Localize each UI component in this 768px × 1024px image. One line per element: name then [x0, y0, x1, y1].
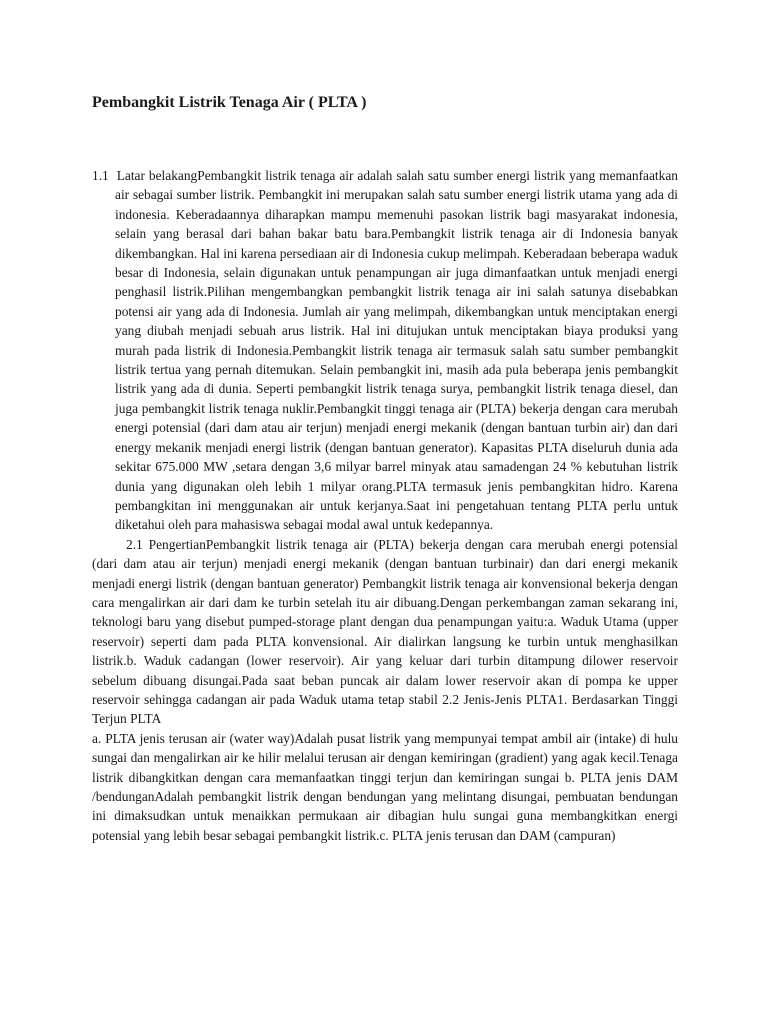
section-pengertian — [92, 535, 678, 729]
document-body — [92, 166, 678, 845]
section-number: 2.1 — [126, 536, 143, 552]
document-title: Pembangkit Listrik Tenaga Air ( PLTA ) — [92, 94, 367, 111]
section-number: 1.1 — [92, 168, 109, 183]
section-latar-belakang — [92, 166, 678, 535]
section-jenis-plta: a. PLTA jenis terusan air (water way)Adalah pusat listrik yang mempunyai tempat ambil air (intake) di hulu sungai dan mengalirkan air ke hilir melalui terusan air dengan kemiringan (gradient) yang agak kecil.Tenaga listrik dibangkitkan dengan cara memanfaatkan tinggi terjun dan kemiringan sungai b. PLTA jenis DAM /bendunganAdalah pembangkit listrik dengan bendungan yang melintang disungai, pembuatan bendungan ini dimaksudkan untuk menaikkan permukaan air dibagian hulu sungai guna membangkitkan energi potensial yang lebih besar sebagai pembangkit listrik.c. PLTA jenis terusan dan DAM (campuran) — [92, 730, 678, 843]
section-text: Latar belakangPembangkit listrik tenaga air adalah salah satu sumber energi listrik yang memanfaatkan air sebagai sumber listrik. Pembangkit ini merupakan salah satu sumber energi listrik utama yang ada di indonesia. Keberadaannya diharapkan mampu memenuhi pasokan listrik bagi masyarakat indonesia, selain yang berasal dari bahan bakar batu bara.Pembangkit listrik tenaga air di Indonesia banyak dikembangkan. Hal ini karena persediaan air di Indonesia cukup melimpah. Keberadaan beberapa waduk besar di Indonesia, selain digunakan untuk penampungan air juga dimanfaatkan untuk menjadi energi penghasil listrik.Pilihan mengembangkan pembangkit listrik tenaga air ini salah satunya disebabkan potensi air yang ada di Indonesia. Jumlah air yang melimpah, dikembangkan untuk menciptakan energi yang diubah menjadi sebuah arus listrik. Hal ini ditujukan untuk menciptakan biaya produksi yang murah pada listrik di Indonesia.Pembangkit listrik tenaga air termasuk salah satu sumber pembangkit listrik tertua yang pernah ditemukan. Selain pembangkit ini, masih ada pula beberapa jenis pembangkit listrik yang ada di dunia. Seperti pembangkit listrik tenaga surya, pembangkit listrik tenaga diesel, dan juga pembangkit listrik tenaga nuklir.Pembangkit tinggi tenaga air (PLTA) bekerja dengan cara merubah energi potensial (dari dam atau air terjun) menjadi energi mekanik (dengan bantuan turbin air) dan dari energy mekanik menjadi energi listrik (dengan bantuan generator). Kapasitas PLTA diseluruh dunia ada sekitar 675.000 MW ,setara dengan 3,6 milyar barrel minyak atau samadengan 24 % kebutuhan listrik dunia yang digunakan oleh lebih 1 milyar orang.PLTA termasuk jenis pembangkitan hidro. Karena pembangkitan ini menggunakan air untuk kerjanya.Saat ini pengetahuan tentang PLTA perlu untuk diketahui oleh para mahasiswa sebagai modal awal untuk kedepannya. — [115, 168, 678, 533]
section-text: PengertianPembangkit listrik tenaga air (PLTA) bekerja dengan cara merubah energi potensial (dari dam atau air terjun) menjadi energi mekanik (dengan bantuan turbinair) dan dari energi mekanik menjadi energi listrik (dengan bantuan generator) Pembangkit listrik tenaga air konvensional bekerja dengan cara mengalirkan air dari dam ke turbin setelah itu air dibuang.Dengan perkembangan zaman sekarang ini, teknologi baru yang disebut pumped-storage plant dengan dua penampungan yaitu:a. Waduk Utama (upper reservoir) seperti dam pada PLTA konvensional. Air dialirkan langsung ke turbin untuk menghasilkan listrik.b. Waduk cadangan (lower reservoir). Air yang keluar dari turbin ditampung dilower reservoir sebelum dibuang disungai.Pada saat beban puncak air dalam lower reservoir akan di pompa ke upper reservoir sehingga cadangan air pada Waduk utama tetap stabil 2.2 Jenis-Jenis PLTA1. Berdasarkan Tinggi Terjun PLTA — [92, 536, 678, 727]
